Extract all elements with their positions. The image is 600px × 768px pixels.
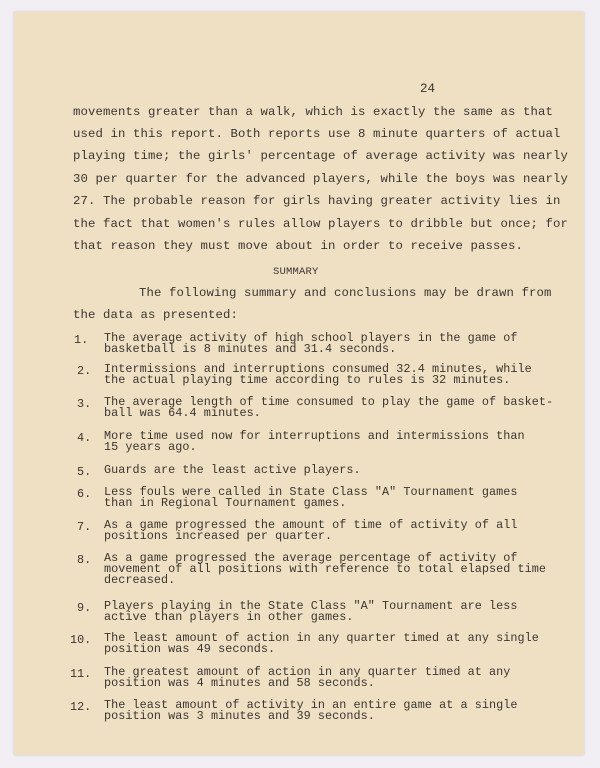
list-item-text: As a game progressed the average percentage of activity of <box>104 551 518 565</box>
list-item-number: 5. <box>77 465 92 479</box>
list-item-number: 9. <box>77 601 92 615</box>
list-item-text: The greatest amount of action in any quarter timed at any <box>104 665 511 679</box>
list-item-text: position was 49 seconds. <box>104 642 276 656</box>
paragraph-line: movements greater than a walk, which is exactly the same as that <box>73 105 553 119</box>
list-item-text: basketball is 8 minutes and 31.4 seconds. <box>104 342 397 356</box>
list-item-text: Players playing in the State Class "A" Tournament are less <box>104 599 518 613</box>
list-item-text: position was 3 minutes and 39 seconds. <box>104 709 375 723</box>
list-item-text: decreased. <box>104 573 176 587</box>
list-item-text: than in Regional Tournament games. <box>104 496 347 510</box>
list-item-text: 15 years ago. <box>104 440 197 454</box>
list-item-text: positions increased per quarter. <box>104 529 333 543</box>
list-item-text: the actual playing time according to rules is 32 minutes. <box>104 373 511 387</box>
page-number: 24 <box>420 82 436 96</box>
paragraph-line: 27. The probable reason for girls having greater activity lies in <box>73 194 561 208</box>
list-item-text: active than players in other games. <box>104 610 354 624</box>
list-item-number: 12. <box>70 700 92 714</box>
list-item-text: As a game progressed the amount of time of activity of all <box>104 518 518 532</box>
list-item-text: movement of all positions with reference to total elapsed time <box>104 562 547 576</box>
list-item-number: 4. <box>77 431 92 445</box>
list-item-number: 8. <box>77 553 92 567</box>
list-item-number: 7. <box>77 520 92 534</box>
list-item-number: 2. <box>77 364 92 378</box>
list-item-number: 6. <box>77 487 92 501</box>
paragraph-line: the fact that women's rules allow players to dribble but once; for <box>73 217 568 231</box>
list-item-text: Intermissions and interruptions consumed 32.4 minutes, while <box>104 362 532 376</box>
paragraph-line: used in this report. Both reports use 8 minute quarters of actual <box>73 127 561 141</box>
intro-line: the data as presented: <box>73 308 238 322</box>
list-item-text: The least amount of activity in an entire game at a single <box>104 698 518 712</box>
list-item-number: 3. <box>77 397 92 411</box>
list-item-number: 11. <box>70 667 92 681</box>
list-item-text: Less fouls were called in State Class "A" Tournament games <box>104 485 518 499</box>
list-item-text: Guards are the least active players. <box>104 463 361 477</box>
list-item-number: 10. <box>70 633 92 647</box>
paragraph-line: playing time; the girls' percentage of average activity was nearly <box>73 149 568 163</box>
list-item-text: The average length of time consumed to play the game of basket- <box>104 395 554 409</box>
paragraph-line: 30 per quarter for the advanced players, while the boys was nearly <box>73 172 568 186</box>
list-item-text: ball was 64.4 minutes. <box>104 406 261 420</box>
intro-line: The following summary and conclusions may be drawn from <box>139 286 552 300</box>
list-item-text: The least amount of action in any quarter timed at any single <box>104 631 539 645</box>
list-item-text: More time used now for interruptions and intermissions than <box>104 429 525 443</box>
list-item-text: The average activity of high school players in the game of <box>104 331 518 345</box>
list-item-number: 1. <box>74 333 89 347</box>
list-item-text: position was 4 minutes and 58 seconds. <box>104 676 375 690</box>
paragraph-line: that reason they must move about in order to receive passes. <box>73 239 523 253</box>
section-heading: SUMMARY <box>273 266 319 278</box>
